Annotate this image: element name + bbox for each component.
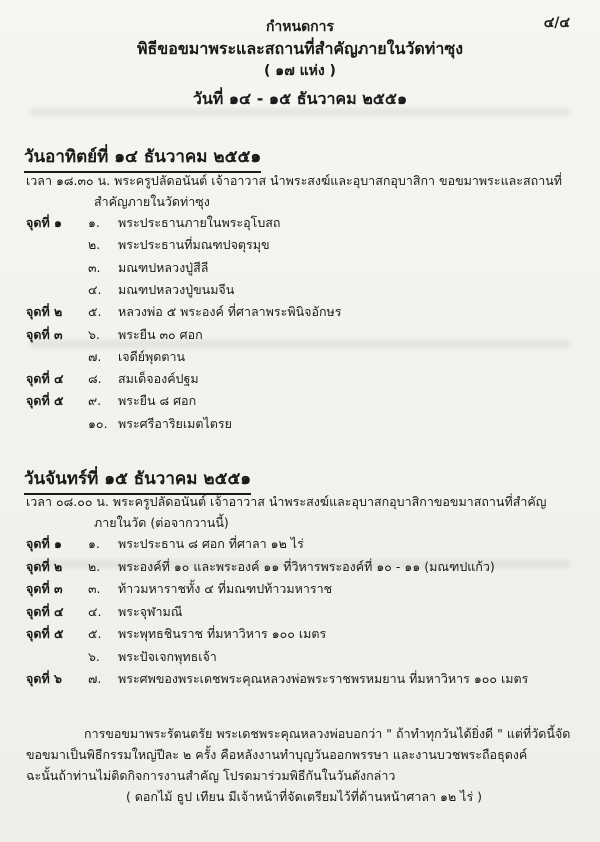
closing-note [26,723,582,807]
item-number: ๗. [88,671,102,686]
header-date: วันที่ ๑๔ - ๑๕ ธันวาคม ๒๕๕๑ [192,89,408,108]
day1-time [26,170,586,212]
stop-row [26,624,586,644]
item-text: พระยืน ๘ ศอก [118,393,197,409]
item-number: ๑. [88,536,100,551]
stop-label: จุดที่ ๔ [26,371,64,387]
item-number: ๙. [88,393,102,409]
item-number: ๕. [88,304,102,320]
item-text: พระประธานที่มณฑปจตุรมุข [118,237,270,253]
note-line-3: ฉะนั้นถ้าท่านไม่ติดกิจการงานสำคัญ โปรดมาร่วมพิธีกันในวันดังกล่าว [26,768,396,783]
stop-label: จุดที่ ๔ [26,603,64,619]
stop-label: จุดที่ ๑ [26,215,62,230]
stop-row [26,647,586,667]
header-title: กำหนดการ [265,19,335,35]
item-text: พระจุฬามณี [118,603,183,619]
item-text: สมเด็จองค์ปฐม [118,371,199,387]
stop-row [26,347,586,367]
item-number: ๘. [88,371,102,387]
item-number: ๕. [88,626,102,641]
item-number: ๒. [88,237,101,253]
day1-title [24,143,261,170]
item-text: พระยืน ๓๐ ศอก [118,326,203,342]
header-subtitle: พิธีขอขมาพระและสถานที่สำคัญภายในวัดท่าซุง [136,39,463,58]
stop-label: จุดที่ ๒ [26,558,63,574]
item-number: ๖. [88,326,100,342]
note-line-2: ขอขมาเป็นพิธีกรรมใหญ่ปีละ ๒ ครั้ง คือหลังงานทำบุญวันออกพรรษา และงานบวชพระถือธุดงค์ [26,747,528,762]
item-text: พระประธานภายในพระอุโบสถ [118,215,281,230]
day2-title [24,465,251,492]
page-number: ๔/๔ [543,15,570,31]
item-number: ๔. [88,281,102,297]
stop-row [26,280,586,300]
day1-time-cont: สำคัญภายในวัดท่าซุง [94,194,210,209]
stop-row [26,258,586,278]
day1-time-text: เวลา ๑๘.๓๐ น. พระครูปลัดอนันต์ เจ้าอาวาส นำพระสงฆ์และอุบาสกอุบาสิกา ขอขมาพระและสถานที่ [26,173,562,188]
item-text: มณฑปหลวงปู่ขนมจีน [118,281,235,297]
stop-row [26,414,586,434]
note-line-1: การขอขมาพระรัตนตรัย พระเดชพระคุณหลวงพ่อบอกว่า " ถ้าทำทุกวันได้ยิ่งดี " แต่ที่วัดนี้จัด [84,726,571,741]
day2-time [26,491,586,533]
item-number: ๓. [88,259,101,275]
stop-label: จุดที่ ๓ [26,326,63,342]
day1-title-text: วันอาทิตย์ที่ ๑๔ ธันวาคม ๒๕๕๑ [24,147,262,167]
stop-row [26,579,586,599]
header-count: ( ๑๗ แห่ง ) [264,63,336,79]
item-text: ท้าวมหาราชทั้ง ๔ ที่มณฑปท้าวมหาราช [118,581,333,596]
item-text: พระประธาน ๘ ศอก ที่ศาลา ๑๒ ไร่ [118,536,304,551]
item-text: หลวงพ่อ ๕ พระองค์ ที่ศาลาพระพินิจอักษร [118,304,342,320]
stop-row [26,534,586,554]
stop-label: จุดที่ ๕ [26,626,64,641]
stop-row [26,213,586,233]
item-number: ๗. [88,348,102,364]
day2-time-cont: ภายในวัด (ต่อจากวานนี้) [94,515,229,530]
stop-row [26,391,586,411]
item-number: ๑. [88,215,100,230]
stop-label: จุดที่ ๕ [26,393,64,409]
item-text: พระปัจเจกพุทธเจ้า [118,648,217,664]
stop-row [26,602,586,622]
stop-row [26,557,586,577]
item-number: ๑๐. [88,415,108,431]
item-number: ๔. [88,603,102,619]
stop-label: จุดที่ ๓ [26,581,63,596]
stop-row [26,369,586,389]
item-text: พระองค์ที่ ๑๐ และพระองค์ ๑๑ ที่วิหารพระองค์ที่ ๑๐ - ๑๑ (มณฑปแก้ว) [118,558,495,574]
stop-row [26,325,586,345]
item-number: ๓. [88,581,101,596]
day2-time-text: เวลา ๐๘.๐๐ น. พระครูปลัดอนันต์ เจ้าอาวาส นำพระสงฆ์และอุบาสกอุบาสิกาขอขมาสถานที่สำคัญ [26,494,547,509]
item-number: ๖. [88,648,100,664]
stop-label: จุดที่ ๑ [26,536,62,551]
item-text: พระศรีอาริยเมตไตรย [118,415,232,431]
item-number: ๒. [88,558,101,574]
item-text: พระพุทธชินราช ที่มหาวิหาร ๑๐๐ เมตร [118,626,327,641]
item-text: มณฑปหลวงปู่สีลี [118,259,209,275]
document-header [0,16,600,110]
note-line-4: ( ดอกไม้ ธูป เทียน มีเจ้าหน้าที่จัดเตรียมไว้ที่ด้านหน้าศาลา ๑๒ ไร่ ) [125,789,483,804]
item-text: เจดีย์พุดตาน [118,348,186,364]
stop-row [26,669,586,689]
day2-title-text: วันจันทร์ที่ ๑๕ ธันวาคม ๒๕๕๑ [24,469,252,489]
stop-label: จุดที่ ๖ [26,671,62,686]
stop-row [26,235,586,255]
item-text: พระศพของพระเดชพระคุณหลวงพ่อพระราชพรหมยาน ที่มหาวิหาร ๑๐๐ เมตร [118,671,529,686]
stop-label: จุดที่ ๒ [26,304,63,320]
stop-row [26,302,586,322]
